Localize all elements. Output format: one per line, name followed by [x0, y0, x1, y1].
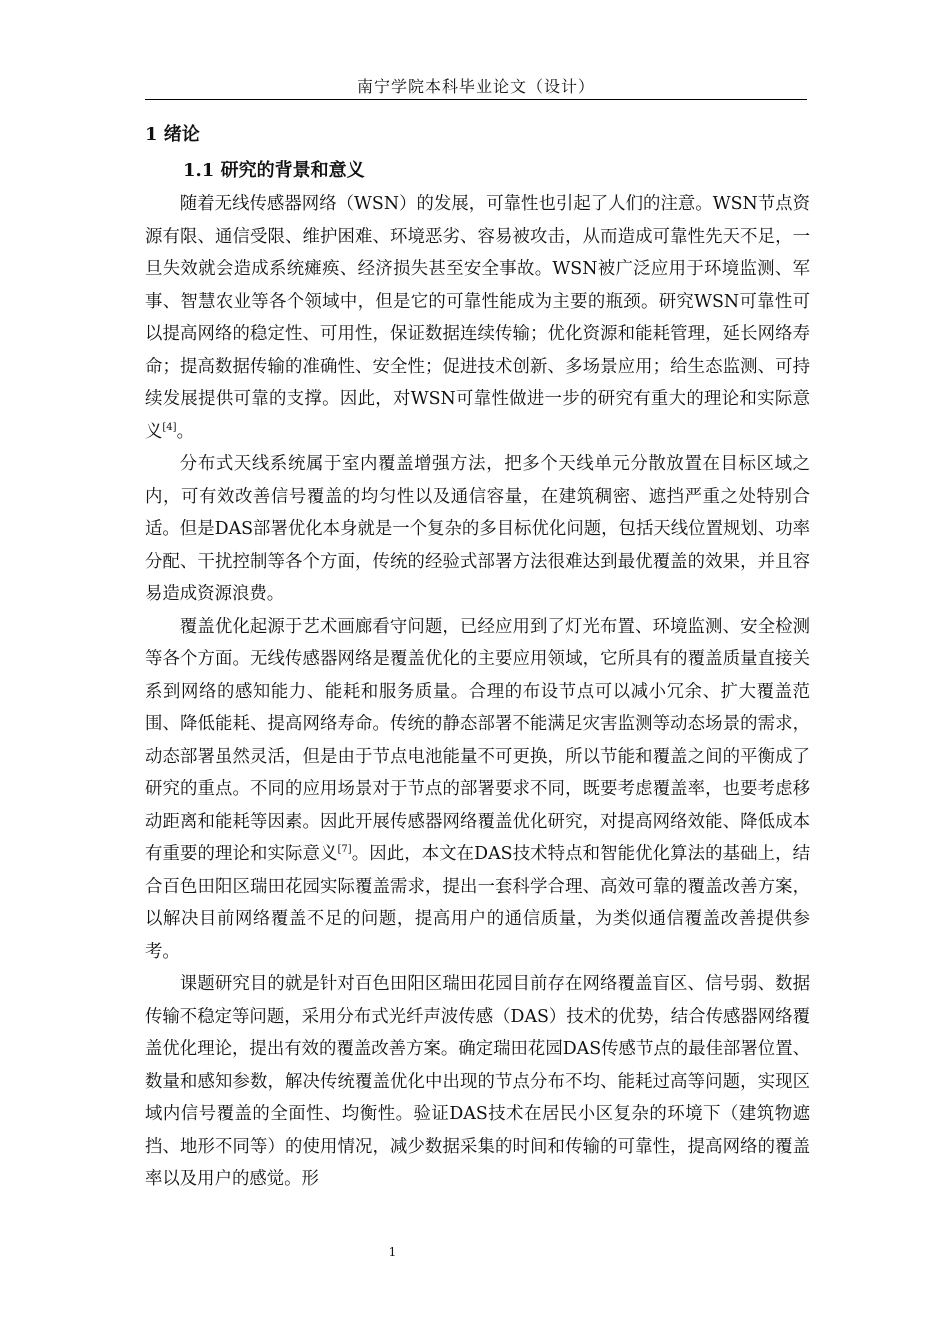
paragraph-tail: 。	[176, 421, 194, 442]
paragraph-text: 分布式天线系统属于室内覆盖增强方法，把多个天线单元分散放置在目标区域之内，可有效改善信号覆盖的均匀性以及通信容量，在建筑稠密、遮挡严重之处特别合适。但是DAS部署优化本身就是一个复杂的多目标优化问题，包括天线位置规划、功率分配、干扰控制等各个方面，传统的经验式部署方法很难达到最优覆盖的效果，并且容易造成资源浪费。	[145, 454, 810, 604]
paragraph-tail: 。因此，本文在DAS技术特点和智能优化算法的基础上，结合百色田阳区瑞田花园实际覆盖需求，提出一套科学合理、高效可靠的覆盖改善方案，以解决目前网络覆盖不足的问题，提高用户的通信质量，为类似通信覆盖改善提供参考。	[145, 844, 810, 962]
paragraph-1	[145, 188, 810, 448]
page-number: 1	[388, 1245, 397, 1259]
citation: [4]	[162, 421, 177, 433]
subsection-heading: 1.1 研究的背景和意义	[183, 160, 365, 181]
section-heading: 1 绪论	[145, 124, 200, 145]
paragraph-4	[145, 968, 810, 1196]
paragraph-text: 随着无线传感器网络（WSN）的发展，可靠性也引起了人们的注意。WSN节点资源有限、通信受限、维护困难、环境恶劣、容易被攻击，从而造成可靠性先天不足，一旦失效就会造成系统瘫痪、经济损失甚至安全事故。WSN被广泛应用于环境监测、军事、智慧农业等各个领域中，但是它的可靠性能成为主要的瓶颈。研究WSN可靠性可以提高网络的稳定性、可用性，保证数据连续传输；优化资源和能耗管理，延长网络寿命；提高数据传输的准确性、安全性；促进技术创新、多场景应用；给生态监测、可持续发展提供可靠的支撑。因此，对WSN可靠性做进一步的研究有重大的理论和实际意义	[145, 194, 810, 442]
paragraph-3	[145, 611, 810, 969]
body-text	[145, 188, 810, 1196]
paragraph-text: 覆盖优化起源于艺术画廊看守问题，已经应用到了灯光布置、环境监测、安全检测等各个方面。无线传感器网络是覆盖优化的主要应用领域，它所具有的覆盖质量直接关系到网络的感知能力、能耗和服务质量。合理的布设节点可以减小冗余、扩大覆盖范围、降低能耗、提高网络寿命。传统的静态部署不能满足灾害监测等动态场景的需求，动态部署虽然灵活，但是由于节点电池能量不可更换，所以节能和覆盖之间的平衡成了研究的重点。不同的应用场景对于节点的部署要求不同，既要考虑覆盖率，也要考虑移动距离和能耗等因素。因此开展传感器网络覆盖优化研究，对提高网络效能、降低成本有重要的理论和实际意义	[145, 616, 810, 864]
paragraph-2	[145, 448, 810, 611]
paragraph-text: 课题研究目的就是针对百色田阳区瑞田花园目前存在网络覆盖盲区、信号弱、数据传输不稳定等问题，采用分布式光纤声波传感（DAS）技术的优势，结合传感器网络覆盖优化理论，提出有效的覆盖改善方案。确定瑞田花园DAS传感节点的最佳部署位置、数量和感知参数，解决传统覆盖优化中出现的节点分布不均、能耗过高等问题，实现区域内信号覆盖的全面性、均衡性。验证DAS技术在居民小区复杂的环境下（建筑物遮挡、地形不同等）的使用情况，减少数据采集的时间和传输的可靠性，提高网络的覆盖率以及用户的感觉。形	[145, 974, 810, 1189]
citation: [7]	[337, 844, 352, 856]
running-header: 南宁学院本科毕业论文（设计）	[356, 77, 595, 96]
header-divider	[145, 99, 807, 100]
